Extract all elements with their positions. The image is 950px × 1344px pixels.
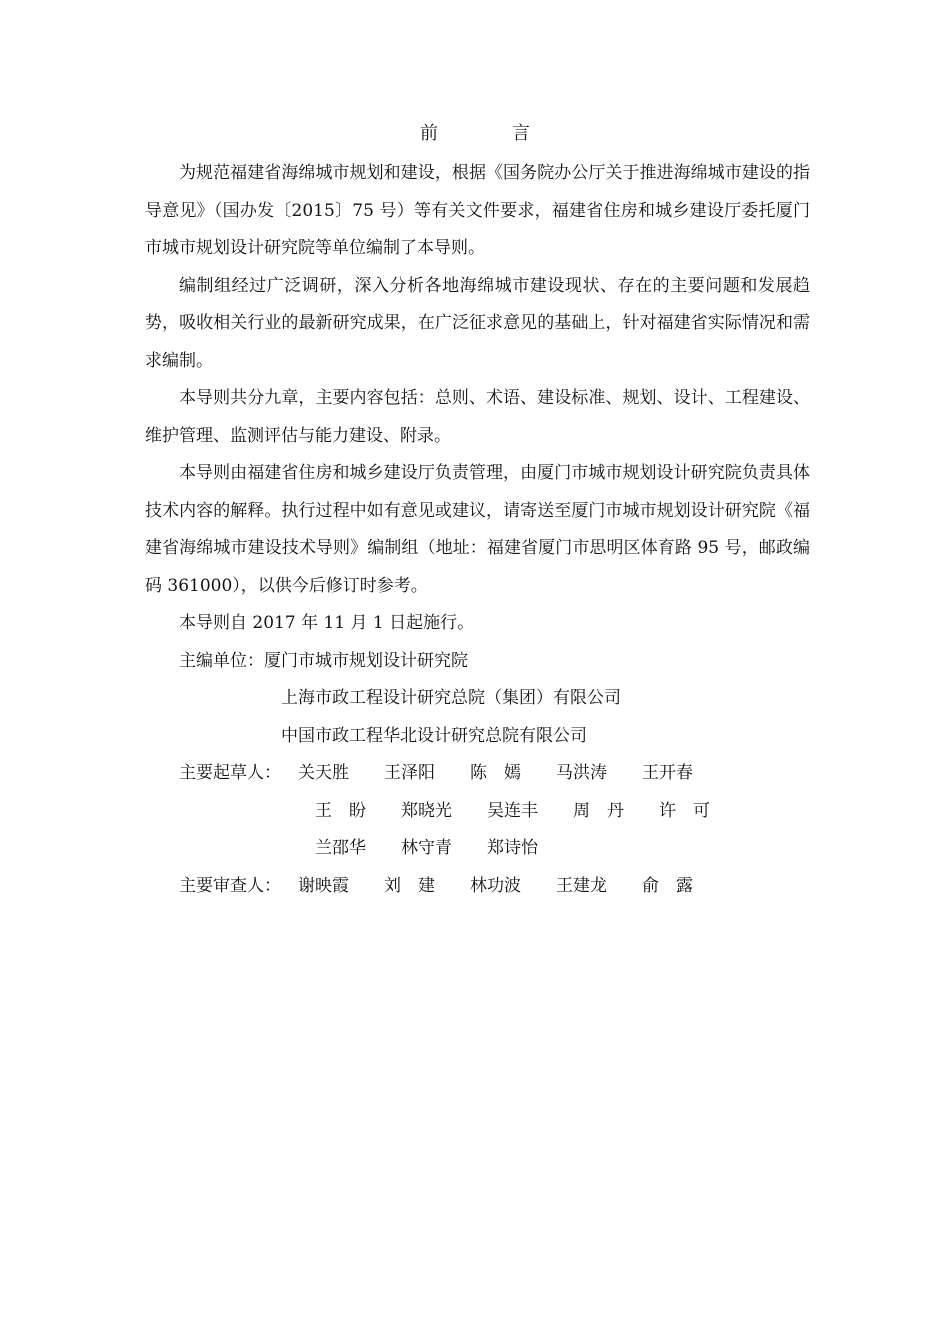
drafter-name: 吴连丰 (487, 800, 538, 821)
reviewer-name: 俞 露 (642, 875, 693, 896)
reviewer-name: 刘 建 (384, 875, 435, 896)
drafter-name: 郑诗怡 (487, 838, 538, 858)
chief-editor-unit: 上海市政工程设计研究总院（集团）有限公司 (281, 688, 621, 708)
drafter-name: 王 盼 (315, 800, 366, 821)
page-title: 前 言 (420, 123, 558, 144)
preface-body (145, 155, 810, 905)
drafter-name: 兰邵华 (315, 838, 366, 858)
drafter-name: 陈 嫣 (470, 763, 521, 783)
paragraph-effective-date: 本导则自 2017 年 11 月 1 日起施行。 (179, 613, 475, 633)
drafter-name: 周 丹 (573, 800, 624, 821)
paragraph-management: 本导则由福建省住房和城乡建设厅负责管理，由厦门市城市规划设计研究院负责具体技术内容的解释。执行过程中如有意见或建议，请寄送至厦门市城市规划设计研究院《福建省海绵城市建设技术导则》编制组（地址：福建省厦门市思明区体育路 95 号，邮政编码 361000），以供今后修订时参考。 (145, 463, 810, 596)
drafter-name: 许 可 (659, 800, 710, 821)
drafter-name: 王开春 (642, 763, 693, 783)
drafters-row (145, 830, 810, 868)
reviewer-name: 林功波 (470, 875, 521, 896)
chief-editor-line (145, 643, 810, 681)
reviewer-name: 谢映霞 (298, 875, 349, 896)
paragraph-contents: 本导则共分九章，主要内容包括：总则、术语、建设标准、规划、设计、工程建设、维护管理、监测评估与能力建设、附录。 (145, 388, 810, 446)
chief-editor-label: 主编单位： (179, 650, 264, 671)
paragraph-process: 编制组经过广泛调研，深入分析各地海绵城市建设现状、存在的主要问题和发展趋势，吸收相关行业的最新研究成果，在广泛征求意见的基础上，针对福建省实际情况和需求编制。 (145, 275, 810, 371)
drafter-name: 马洪涛 (556, 763, 607, 783)
reviewers-label: 主要审查人： (179, 875, 281, 896)
reviewer-name: 王建龙 (556, 875, 607, 896)
chief-editor-unit: 中国市政工程华北设计研究总院有限公司 (281, 725, 587, 746)
drafters-row (145, 793, 810, 831)
drafter-name: 关天胜 (298, 763, 349, 783)
drafters-label: 主要起草人： (179, 763, 281, 783)
drafter-name: 王泽阳 (384, 763, 435, 783)
drafter-name: 林守青 (401, 838, 452, 858)
drafter-name: 郑晓光 (401, 800, 452, 821)
paragraph-purpose: 为规范福建省海绵城市规划和建设，根据《国务院办公厅关于推进海绵城市建设的指导意见》（国办发〔2015〕75 号）等有关文件要求，福建省住房和城乡建设厅委托厦门市城市规划设计研究院等单位编制了本导则。 (145, 163, 810, 258)
chief-editor-unit: 厦门市城市规划设计研究院 (264, 650, 468, 671)
reviewers-row (145, 868, 810, 906)
drafters-row (145, 755, 810, 793)
